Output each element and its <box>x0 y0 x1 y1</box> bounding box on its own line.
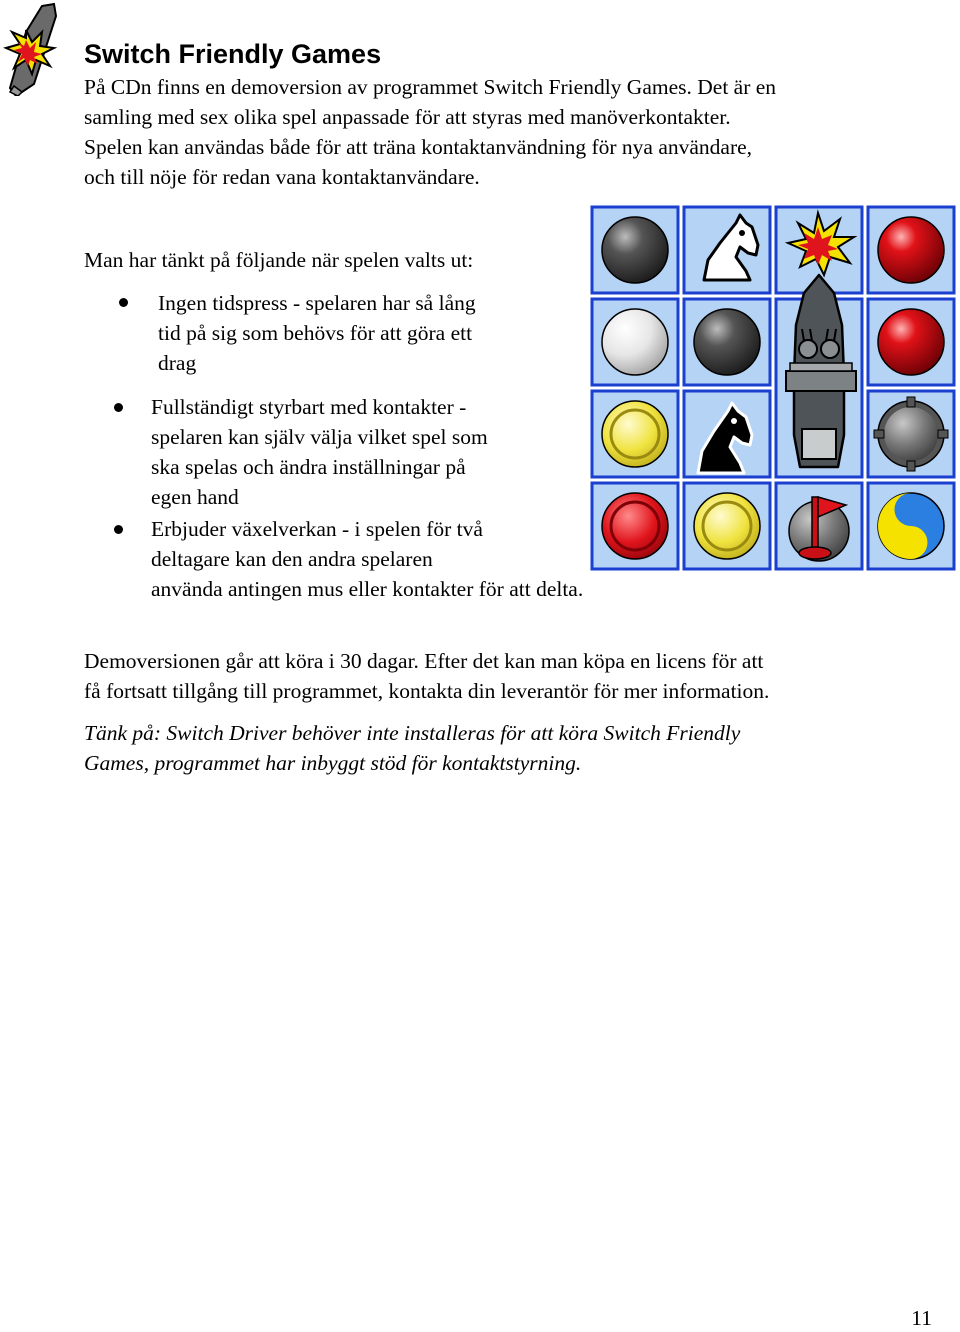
intro-paragraph <box>84 72 944 192</box>
dark-ball-icon <box>602 217 668 283</box>
bullet-line: Fullständigt styrbart med kontakter - <box>151 395 467 419</box>
dark-ball-icon <box>694 309 760 375</box>
bullet-line: drag <box>158 351 197 375</box>
bullet-dot <box>114 403 123 412</box>
bullet-dot <box>114 525 123 534</box>
note-paragraph <box>84 718 944 778</box>
intro-line: Spelen kan användas både för att träna kontaktanvändning för nya användare, <box>84 135 753 159</box>
demo-paragraph <box>84 646 944 706</box>
note-line: Tänk på: Switch Driver behöver inte installeras för att köra Switch Friendly <box>84 721 741 745</box>
bullet-line: deltagare kan den andra spelaren <box>151 547 433 571</box>
red-ball-icon <box>878 217 944 283</box>
game-icons-grid <box>590 205 956 573</box>
yin-yang-icon <box>878 493 944 559</box>
bullet-line: Ingen tidspress - spelaren har så lång <box>158 291 476 315</box>
bullet-line: ska spelas och ändra inställningar på <box>151 455 466 479</box>
demo-line: få fortsatt tillgång till programmet, kontakta din leverantör för mer information. <box>84 679 770 703</box>
intro-line: På CDn finns en demoversion av programmet Switch Friendly Games. Det är en <box>84 75 777 99</box>
page-number: 11 <box>911 1306 932 1330</box>
demo-line: Demoversionen går att köra i 30 dagar. Efter det kan man köpa en licens för att <box>84 649 764 673</box>
red-coin-icon <box>602 493 668 559</box>
bullet-line: spelaren kan själv välja vilket spel som <box>151 425 488 449</box>
page-title: Switch Friendly Games <box>84 39 382 69</box>
yellow-coin-icon <box>602 401 668 467</box>
lead-in-text: Man har tänkt på följande när spelen valts ut: <box>84 248 474 272</box>
red-ball-icon <box>878 309 944 375</box>
bullet-dot <box>119 298 128 307</box>
bullet-line: Erbjuder växelverkan - i spelen för två <box>151 517 483 541</box>
bullet-line: egen hand <box>151 485 239 509</box>
bullet-item <box>151 514 583 604</box>
intro-line: och till nöje för redan vana kontaktanvändare. <box>84 165 480 189</box>
rocket-explosion-icon <box>2 2 64 96</box>
bullet-line: tid på sig som behövs för att göra ett <box>158 321 473 345</box>
yellow-coin-icon <box>694 493 760 559</box>
bullet-line: använda antingen mus eller kontakter för att delta. <box>151 577 584 601</box>
bullet-item <box>158 288 476 378</box>
bullet-item <box>151 392 488 512</box>
white-ball-icon <box>602 309 668 375</box>
note-line: Games, programmet har inbyggt stöd för kontaktstyrning. <box>84 751 582 775</box>
intro-line: samling med sex olika spel anpassade för att styras med manöverkontakter. <box>84 105 731 129</box>
